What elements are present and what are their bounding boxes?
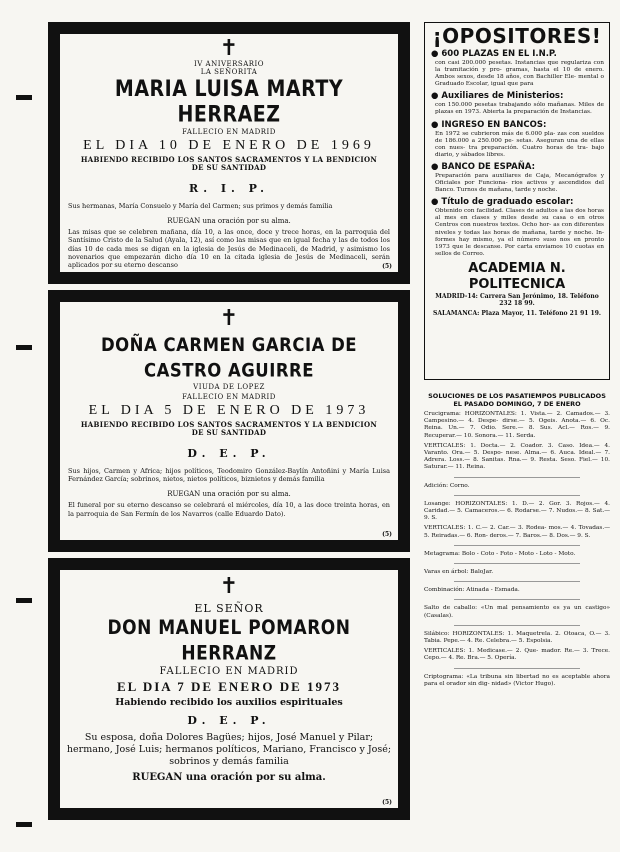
ad-number: (5) — [382, 531, 392, 538]
margin-mark — [16, 95, 32, 100]
section-head: ● Auxiliares de Ministerios: — [431, 91, 564, 102]
divider — [454, 545, 580, 546]
rip-line: R. I. P. — [189, 182, 269, 195]
obituary-marty-herraez — [48, 22, 410, 284]
section-text: con casi 200.000 pesetas. Instancias que regulariza con la tramitación y pro- gramas, hasta el 10 de enero. Ambos sexos, desde 18 años, con Bachiller Ele- mental o Graduado Escolar, igual que para — [435, 60, 604, 88]
solution-item: Metagrama: Bolo - Coto - Foto - Moto - Loto - Moto. — [424, 550, 576, 557]
section-head: ● BANCO DE ESPAÑA: — [431, 161, 536, 172]
death-date: EL DIA 7 DE ENERO DE 1973 — [116, 679, 342, 694]
ad-number: (5) — [382, 263, 392, 270]
solution-item: Criptograma: «La tribuna sin libertad no es aceptable ahora para el orador sin dig- nidad» (Victor Hugo). — [424, 673, 610, 687]
section-head-text: 600 PLAZAS EN EL I.N.P. — [441, 49, 557, 59]
title-line: EL SEÑOR — [194, 602, 264, 615]
dep-line: D. E. P. — [187, 447, 271, 460]
died-line: FALLECIO EN MADRID — [182, 128, 276, 136]
solution-item: Combinación: Atinada - Esmada. — [424, 587, 520, 594]
divider — [454, 563, 580, 564]
divider — [454, 668, 580, 669]
opositores-ad — [424, 22, 610, 380]
obituary-pomaron-herranz — [48, 558, 410, 820]
divider — [454, 581, 580, 582]
solutions-heading: SOLUCIONES DE LOS PASATIEMPOS PUBLICADOS EL PASADO DOMINGO, 7 DE ENERO — [428, 392, 606, 408]
dep-line: D. E. P. — [187, 714, 271, 727]
deceased-name: MARIA LUISA MARTY HERRAEZ — [114, 76, 344, 128]
death-date: EL DIA 10 DE ENERO DE 1969 — [83, 138, 375, 153]
margin-mark — [16, 345, 32, 350]
masses-text: Las misas que se celebren mañana, día 10, a las once, doce y trece horas, en la parroquia del Santísimo Cristo de la Salud (Ayala, 12), así como las misas que en igual fecha y las de todos los días 10 de cada mes se digan en la iglesia de Jesús de Medinaceli, de Madrid, y asimismo los novenarios que empezarán dicho día 10 en la citada iglesia de Jesús de Medinaceli, serán aplicados por su eterno descanso — [68, 228, 390, 270]
address-salamanca: SALAMANCA: Plaza Mayor, 11. Teléfono 21 91 19. — [433, 309, 601, 317]
margin-mark — [16, 822, 32, 827]
solution-item: Losange: HORIZONTALES: 1. D.— 2. Gor. 3. Rojos.— 4. Caridad.— 5. Camaceros.— 6. Rodarse.— 7. Nudos.— 8. Sat.— 9. S. — [424, 500, 610, 522]
solution-item: Silábico: HORIZONTALES: 1. Maquetrela. 2. Otoaca, O.— 3. Tabia. Pepe.— 4. Re. Celebra.— 5. Espolsia. — [424, 630, 610, 645]
died-line: FALLECIO EN MADRID — [159, 666, 299, 677]
margin-mark — [16, 598, 32, 603]
sacraments-line: HABIENDO RECIBIDO LOS SANTOS SACRAMENTOS Y LA BENDICION DE SU SANTIDAD — [80, 155, 378, 172]
family-text: Sus hermanas, María Consuelo y María del Carmen; sus primos y demás familia — [68, 202, 333, 210]
solution-item: Varas en árbol: BaloJar. — [424, 569, 494, 576]
ruegan-line: RUEGAN una oración por su alma. — [167, 217, 291, 226]
obituary-garcia-de-castro — [48, 290, 410, 552]
solution-item: VERTICALES: 1. Docta.— 2. Coador. 3. Caso. Idea.— 4. Varanto. Ora.— 5. Despo- nese. Alma.— 6. Auca. Ideal.— 7. Adrera. Loss.— 8. Sanitas. Rna.— 9. Resta. Seso. Fiel.— 10. Saturar.— 11. Reina. — [424, 442, 610, 471]
cross-icon: ✝ — [219, 36, 239, 61]
academia-name: ACADEMIA N. POLITECNICA — [468, 260, 566, 292]
died-line: FALLECIO EN MADRID — [182, 393, 276, 401]
funeral-text: El funeral por su eterno descanso se celebrará el miércoles, día 10, a las doce treinta horas, en la parroquia de San Fermín de los Navarros (calle Eduardo Dato). — [68, 501, 390, 518]
address-madrid: MADRID-14: Carrera San Jerónimo, 18. Teléfono 232 18 99. — [435, 292, 599, 308]
family-text: Sus hijos, Carmen y Africa; hijos políticos, Teodomiro González-Baylín Antoñini y María Luisa Fernández García; sobrinos, nietos, nietos políticos, biznietos y demás familia — [68, 467, 390, 484]
section-text: Preparación para auxiliares de Caja, Mecanógrafos y Oficiales por Funciona- rios activos y ascendidos del Banco. Turnos de mañana, tarde y noche. — [435, 172, 604, 194]
cross-icon: ✝ — [219, 306, 239, 331]
ruegan-line: RUEGAN una oración por su alma. — [167, 490, 291, 499]
title-line: LA SEÑORITA — [200, 68, 258, 76]
section-head-text: BANCO DE ESPAÑA: — [441, 161, 536, 172]
deceased-name: DOÑA CARMEN GARCIA DE CASTRO AGUIRRE — [100, 333, 358, 381]
puzzle-solutions — [424, 392, 610, 691]
solution-item: VERTICALES: 1. C.— 2. Car.— 3. Rodea- mos.— 4. Tovadas.— 5. Reiradas.— 6. Ron- deros.— 7. Baros.— 8. Dos.— 9. S. — [424, 525, 610, 539]
divider — [454, 495, 580, 496]
sacraments-line: HABIENDO RECIBIDO LOS SANTOS SACRAMENTOS Y LA BENDICION DE SU SANTIDAD — [80, 420, 378, 437]
section-text: Obtenido con facilidad. Clases de adultos a las dos horas al mes en clases y miles desde su casa o en otros Centros con nuestros textos. Ocho hor- as con diferentes niveles y todas las horas de mañana, tarde y noche. In- formes hay mismo, ya el número suso nos en pronto 1973 que le descanse. Por carta enviamos 10 cuotas en sellos de Correo. — [435, 208, 604, 257]
section-head: ● 600 PLAZAS EN EL I.N.P. — [431, 49, 557, 59]
section-text: con 150.000 pesetas trabajando sólo mañanas. Miles de plazas en 1973. Abierta la preparación de Instancias. — [435, 102, 604, 116]
solution-item: Adición: Corno. — [424, 482, 470, 489]
obituary-inner — [60, 302, 398, 540]
section-head: ● INGRESO EN BANCOS: — [431, 119, 547, 130]
death-date: EL DIA 5 DE ENERO DE 1973 — [88, 403, 370, 418]
anniversary-line: IV ANIVERSARIO — [193, 60, 265, 68]
obituary-inner — [60, 570, 398, 808]
section-text: En 1972 se cubrieron más de 6.000 pla- zas con sueldos de 186.000 a 250.000 pe- setas. Aseguran una de ellas con nues- tra preparación. Cuatro horas de tra- bajo diario, y sábados libres. — [435, 130, 604, 158]
section-head-text: Auxiliares de Ministerios: — [441, 91, 564, 102]
divider — [454, 477, 580, 478]
widow-line: VIUDA DE LOPEZ — [193, 383, 265, 391]
ruegan-line: RUEGAN una oración por su alma. — [132, 772, 326, 783]
ad-number: (5) — [382, 799, 392, 806]
cross-icon: ✝ — [219, 574, 239, 599]
opositores-title: ¡OPOSITORES! — [432, 24, 602, 48]
divider — [454, 625, 580, 626]
deceased-name: DON MANUEL POMARON HERRANZ — [107, 616, 351, 666]
section-head-text: Título de graduado escolar: — [441, 197, 574, 208]
obituary-inner — [60, 34, 398, 272]
solution-item: Crucigrama: HORIZONTALES: 1. Vista.— 2. Camados.— 3. Campesino.— 4. Despe- dirse.— 5. Ogeis. Anota.— 6. Oc. Reina. Un.— 7. Odio. Sere.— 8. Sus. Acl.— Ros.— 9. Recuperar.— 10. Sonora.— 11. Serda. — [424, 411, 610, 439]
family-text: Su esposa, doña Dolores Bagües; hijos, José Manuel y Pilar; hermano, José Luis; hermanos políticos, Mariano, Francisco y José; sobrinos y demás familia — [66, 732, 392, 767]
solution-item: Salto de caballo: «Un mal pensamiento es ya un castigo» (Casalas). — [424, 605, 610, 619]
section-head-text: INGRESO EN BANCOS: — [441, 119, 547, 130]
section-head: ● Título de graduado escolar: — [431, 197, 574, 208]
solution-item: VERTICALES: 1. Medicase.— 2. Que- mador. Re.— 3. Trece. Cepo.— 4. Re. Bra.— 5. Opería. — [424, 648, 610, 662]
sacraments-line: Habiendo recibido los auxilios espirituales — [115, 697, 343, 708]
divider — [454, 599, 580, 600]
